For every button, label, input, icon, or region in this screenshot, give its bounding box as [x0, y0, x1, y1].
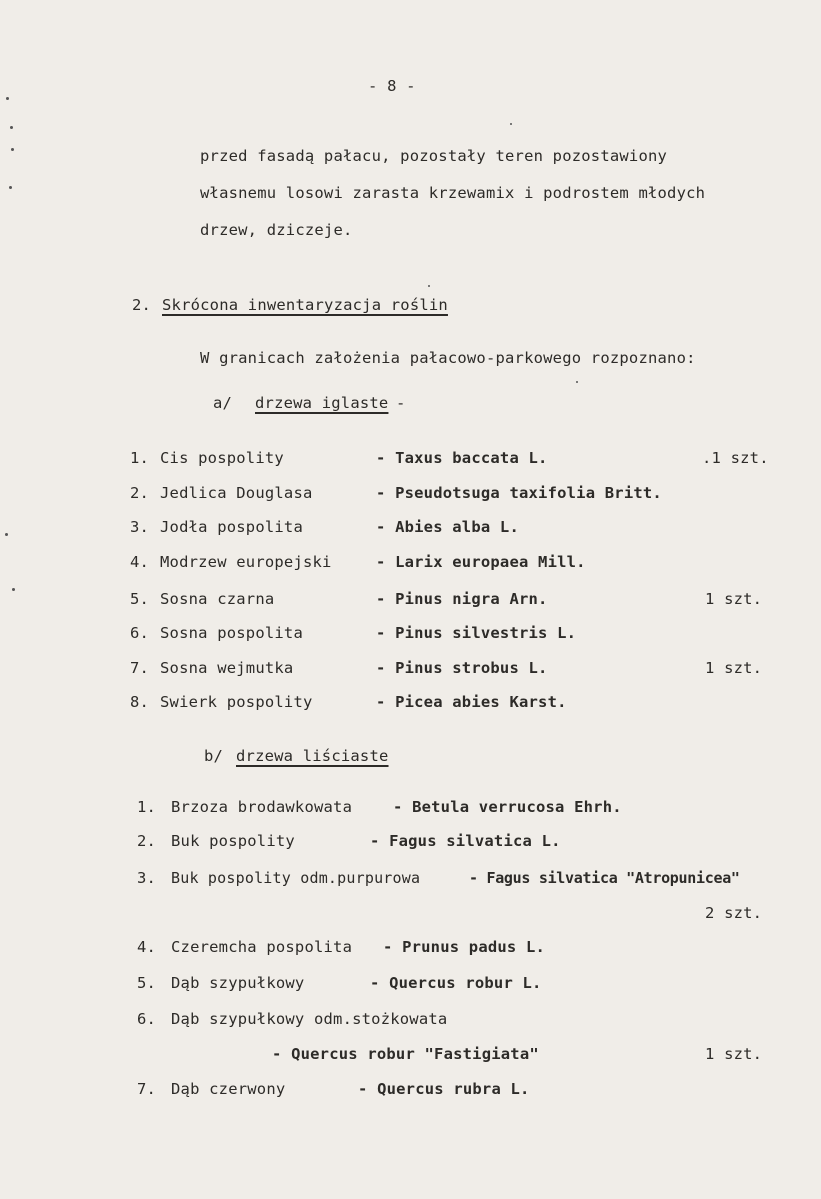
- group-a-title: drzewa iglaste: [255, 394, 389, 412]
- scan-speck: [6, 97, 9, 100]
- section-title: Skrócona inwentaryzacja roślin: [162, 296, 448, 314]
- item-latin-name: - Taxus baccata L.: [376, 449, 548, 467]
- item-polish-name: Dąb szypułkowy: [171, 974, 305, 992]
- item-number: 3.: [137, 869, 157, 887]
- item-number: 6.: [130, 624, 150, 642]
- item-polish-name: Dąb szypułkowy odm.stożkowata: [171, 1010, 448, 1028]
- item-number: 6.: [137, 1010, 157, 1028]
- item-polish-name: Brzoza brodawkowata: [171, 798, 353, 816]
- item-latin-name: - Pinus nigra Arn.: [376, 590, 548, 608]
- item-number: 7.: [130, 659, 150, 677]
- item-latin-name: - Quercus robur "Fastigiata": [272, 1045, 539, 1063]
- scan-speck: [428, 285, 430, 287]
- item-number: 4.: [130, 553, 150, 571]
- item-polish-name: Buk pospolity odm.purpurowa: [171, 869, 421, 887]
- item-number: 1.: [137, 798, 157, 816]
- item-polish-name: Sosna czarna: [160, 590, 275, 608]
- item-polish-name: Swierk pospolity: [160, 693, 313, 711]
- item-count: 1 szt.: [705, 659, 763, 677]
- intro-line-3: drzew, dziczeje.: [200, 221, 353, 239]
- item-number: 7.: [137, 1080, 157, 1098]
- intro-line-1: przed fasadą pałacu, pozostały teren pozostawiony: [200, 147, 668, 165]
- item-latin-name: - Quercus robur L.: [370, 974, 542, 992]
- item-polish-name: Cis pospolity: [160, 449, 284, 467]
- item-latin-name: - Betula verrucosa Ehrh.: [393, 798, 622, 816]
- item-polish-name: Sosna pospolita: [160, 624, 303, 642]
- item-polish-name: Dąb czerwony: [171, 1080, 286, 1098]
- scan-speck: [576, 381, 578, 383]
- scan-speck: [11, 148, 14, 151]
- item-count: 2 szt.: [705, 904, 763, 922]
- item-number: 2.: [130, 484, 150, 502]
- item-count: 1 szt.: [705, 1045, 763, 1063]
- item-number: 1.: [130, 449, 150, 467]
- scan-speck: [510, 123, 512, 125]
- item-number: 5.: [130, 590, 150, 608]
- group-b-title: drzewa liściaste: [236, 747, 389, 765]
- item-number: 4.: [137, 938, 157, 956]
- item-polish-name: Jodła pospolita: [160, 518, 303, 536]
- page-number: - 8 -: [368, 77, 416, 95]
- scan-speck: [12, 588, 15, 591]
- item-latin-name: - Abies alba L.: [376, 518, 519, 536]
- item-latin-name: - Larix europaea Mill.: [376, 553, 586, 571]
- item-latin-name: - Fagus silvatica "Atropunicea": [469, 869, 740, 887]
- item-latin-name: - Picea abies Karst.: [376, 693, 567, 711]
- item-number: 5.: [137, 974, 157, 992]
- scan-speck: [5, 533, 8, 536]
- item-count: .1 szt.: [702, 449, 769, 467]
- item-polish-name: Modrzew europejski: [160, 553, 332, 571]
- item-latin-name: - Prunus padus L.: [383, 938, 546, 956]
- item-number: 3.: [130, 518, 150, 536]
- section-intro: W granicach założenia pałacowo-parkowego rozpoznano:: [200, 349, 696, 367]
- group-a-prefix: a/: [213, 394, 233, 412]
- item-polish-name: Jedlica Douglasa: [160, 484, 313, 502]
- item-latin-name: - Fagus silvatica L.: [370, 832, 561, 850]
- group-a-suffix: -: [396, 394, 406, 412]
- item-polish-name: Buk pospolity: [171, 832, 295, 850]
- group-b-prefix: b/: [204, 747, 224, 765]
- section-number: 2.: [132, 296, 152, 314]
- item-latin-name: - Quercus rubra L.: [358, 1080, 530, 1098]
- item-latin-name: - Pinus strobus L.: [376, 659, 548, 677]
- item-polish-name: Czeremcha pospolita: [171, 938, 353, 956]
- scan-speck: [10, 126, 13, 129]
- intro-line-2: własnemu losowi zarasta krzewamix i podrostem młodych: [200, 184, 706, 202]
- scan-speck: [9, 186, 12, 189]
- item-polish-name: Sosna wejmutka: [160, 659, 294, 677]
- item-count: 1 szt.: [705, 590, 763, 608]
- item-number: 8.: [130, 693, 150, 711]
- item-number: 2.: [137, 832, 157, 850]
- item-latin-name: - Pseudotsuga taxifolia Britt.: [376, 484, 662, 502]
- item-latin-name: - Pinus silvestris L.: [376, 624, 577, 642]
